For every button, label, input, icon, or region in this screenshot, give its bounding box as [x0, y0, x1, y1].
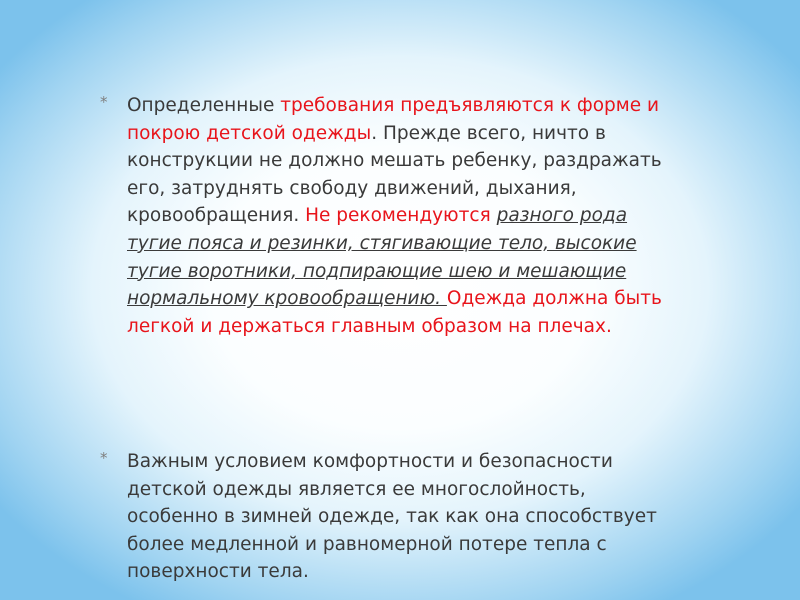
text-run: Определенные: [127, 95, 281, 116]
highlight-clothing-light: Одежда должна быть легкой и держаться главным образом на плечах.: [127, 288, 662, 337]
paragraph-1-text: [110, 92, 670, 340]
bullet-marker: *: [100, 93, 108, 111]
paragraph-2-text: Важным условием комфортности и безопасности детской одежды является ее многослойность, особенно в зимней одежде, так как она способствует более медленной и равномерной потере тепла с поверхности тела.: [127, 451, 657, 583]
highlight-not-recommended: Не рекомендуются: [305, 205, 497, 227]
bullet-marker: *: [100, 449, 108, 467]
bullet-paragraph-1: [100, 92, 670, 340]
highlight-requirements: требования предъявляются к форме и покрою детской одежды: [127, 95, 660, 144]
text-run: . Прежде всего, ничто в конструкции не должно мешать ребенку, раздражать его, затруднять свободу движений, дыхания, кровообращения.: [127, 122, 662, 227]
bullet-paragraph-2: [100, 448, 670, 586]
underlined-italic-text: разного рода тугие пояса и резинки, стягивающие тело, высокие тугие воротники, подпирающие шею и мешающие нормальному кровообращению.: [127, 205, 637, 310]
